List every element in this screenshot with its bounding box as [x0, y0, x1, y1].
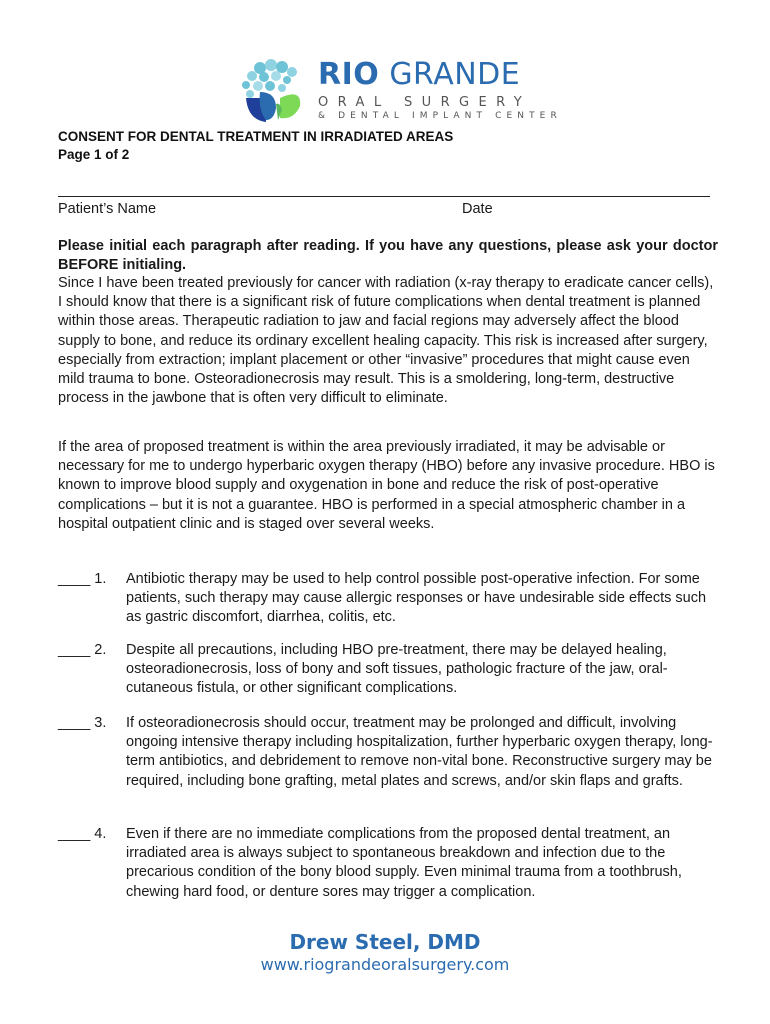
document-title: CONSENT FOR DENTAL TREATMENT IN IRRADIATED AREAS: [58, 129, 454, 144]
initial-blank[interactable]: ____ 2.: [58, 642, 107, 658]
paragraph-hbo-therapy: If the area of proposed treatment is within the area previously irradiated, it may be advisable or necessary for me to undergo hyperbaric oxygen therapy (HBO) before any invasive procedure. HBO is known to improve blood supply and oxygenation in bone and reduce the risk of post-operative complications – but it is not a guarantee. HBO is performed in a special atmospheric chamber in a hospital outpatient clinic and is staged over several weeks.: [58, 439, 715, 532]
item-text: Even if there are no immediate complications from the proposed dental treatment, an irradiated area is always subject to spontaneous breakdown and infection due to the precarious condition of the bony blood supply. Even minimal trauma from a toothbrush, chewing hard food, or denture sores may trigger a complication.: [126, 826, 682, 900]
patient-signature-line[interactable]: [58, 196, 710, 197]
paragraph-radiation-risk: Since I have been treated previously for cancer with radiation (x-ray therapy to eradicate cancer cells), I should know that there is a significant risk of future complications when dental treatment is planned within those areas. Therapeutic radiation to jaw and facial regions may adversely affect the blood supply to bone, and reduce its ordinary excellent healing capacity. This risk is increased after surgery, especially from extraction; implant placement or other “invasive” procedures that might cause even mild trauma to bone. Osteoradionecrosis may result. This is a smoldering, long-term, destructive process in the jawbone that is often very difficult to eliminate.: [58, 275, 714, 407]
brand-name-secondary: GRANDE: [389, 57, 521, 92]
brand-name-primary: RIO: [318, 57, 380, 92]
brand-tagline: & DENTAL IMPLANT CENTER: [318, 111, 562, 121]
doctor-name: Drew Steel, DMD: [289, 930, 481, 954]
item-text: If osteoradionecrosis should occur, treatment may be prolonged and difficult, involving ongoing intensive therapy including hospitalization, further hyperbaric oxygen therapy, long-term antibiotics, and debridement to remove non-vital bone. Reconstructive surgery may be required, including bone grafting, metal plates and screws, and/or skin flaps and grafts.: [126, 715, 713, 789]
page-number: Page 1 of 2: [58, 147, 130, 162]
brand-name: [318, 58, 520, 92]
item-text: Antibiotic therapy may be used to help control possible post-operative infection. For some patients, such therapy may cause allergic responses or have undesirable side effects such as gastric discomfort, diarrhea, colitis, etc.: [126, 571, 707, 626]
website-link[interactable]: www.riograndeoralsurgery.com: [260, 955, 510, 974]
item-text: Despite all precautions, including HBO pre-treatment, there may be delayed healing, osteoradionecrosis, loss of bony and soft tissues, pathologic fracture of the jaw, oral-cutaneous fistula, or other significant complications.: [126, 642, 668, 697]
initial-blank[interactable]: ____ 1.: [58, 571, 107, 587]
date-label: Date: [462, 201, 493, 217]
initial-blank[interactable]: ____ 4.: [58, 826, 107, 842]
patient-name-label: Patient’s Name: [58, 201, 157, 217]
initial-blank[interactable]: ____ 3.: [58, 715, 107, 731]
tree-logo-icon: [236, 58, 312, 124]
instruction-text: Please initial each paragraph after reading. If you have any questions, please ask your doctor BEFORE initialing.: [58, 238, 718, 274]
brand-subtitle: ORAL SURGERY: [318, 95, 532, 110]
